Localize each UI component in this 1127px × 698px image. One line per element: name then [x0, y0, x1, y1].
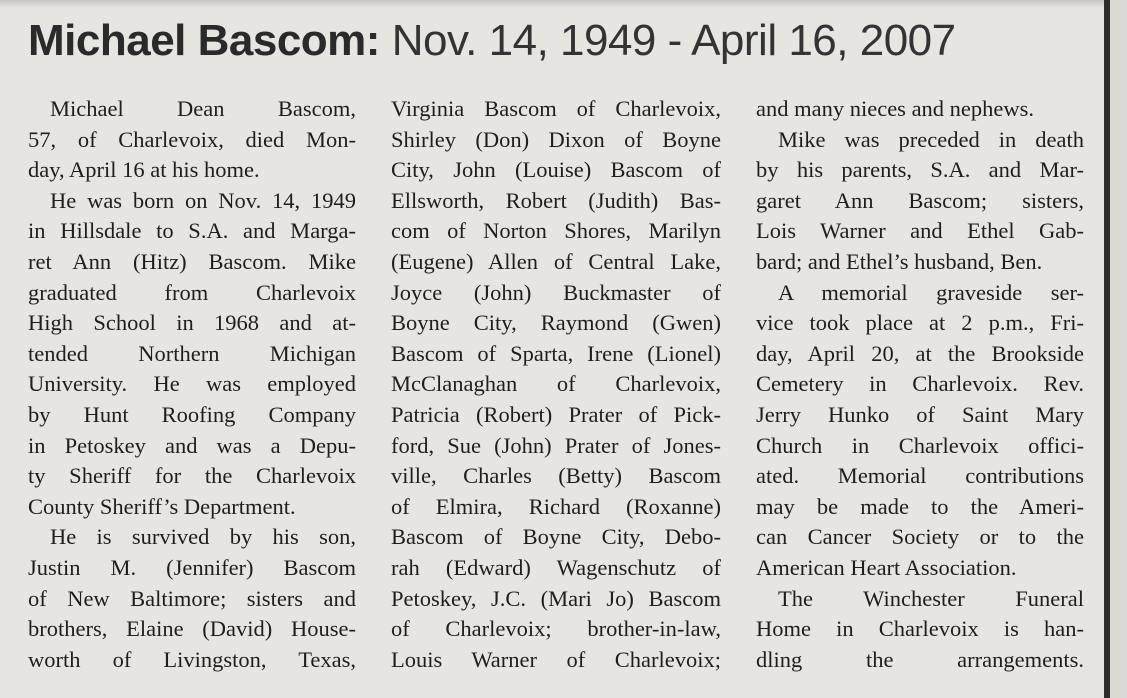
text-line: McClanaghan of Charlevoix,	[391, 371, 721, 397]
text-line: com of Norton Shores, Marilyn	[391, 218, 721, 244]
text-line: day, April 20, at the Brookside	[756, 340, 1084, 366]
page-top-edge	[0, 0, 1127, 8]
text-line: bard; and Ethel’s husband, Ben.	[756, 248, 1043, 274]
text-line: can Cancer Society or to the	[756, 524, 1084, 550]
text-line: Justin M. (Jennifer) Bascom	[28, 554, 356, 580]
text-line: ty Sheriff for the Charlevoix	[28, 463, 356, 489]
text-line: dling the arrangements.	[756, 646, 1084, 672]
text-line: may be made to the Ameri-	[756, 493, 1084, 519]
text-line: Joyce (John) Buckmaster of	[391, 279, 721, 305]
text-line: garet Ann Bascom; sisters,	[756, 187, 1084, 213]
text-line: ville, Charles (Betty) Bascom	[391, 463, 721, 489]
text-line: Bascom of Sparta, Irene (Lionel)	[391, 340, 721, 366]
text-line: rah (Edward) Wagenschutz of	[391, 554, 721, 580]
text-line: of Charlevoix; brother-in-law,	[391, 616, 721, 642]
text-line: day, April 16 at his home.	[28, 157, 260, 183]
text-line: ret Ann (Hitz) Bascom. Mike	[28, 248, 356, 274]
text-line: by his parents, S.A. and Mar-	[756, 157, 1084, 183]
text-line: of New Baltimore; sisters and	[28, 585, 356, 611]
text-line: graduated from Charlevoix	[28, 279, 356, 305]
text-line: worth of Livingston, Texas,	[28, 646, 356, 672]
text-line: He is survived by his son,	[50, 524, 356, 550]
text-line: City, John (Louise) Bascom of	[391, 157, 721, 183]
article-column-3	[756, 94, 1084, 675]
text-line: Church in Charlevoix offici-	[756, 432, 1084, 458]
text-line: Louis Warner of Charlevoix;	[391, 646, 721, 672]
headline-dates: Nov. 14, 1949 - April 16, 2007	[391, 16, 956, 65]
text-line: Shirley (Don) Dixon of Boyne	[391, 126, 721, 152]
article-column-1	[28, 94, 356, 675]
text-line: and many nieces and nephews.	[756, 96, 1035, 121]
text-line: ford, Sue (John) Prater of Jones-	[391, 432, 721, 458]
text-line: County Sheriff’s Department.	[28, 493, 296, 519]
text-line: Virginia Bascom of Charlevoix,	[391, 96, 721, 121]
text-line: 57, of Charlevoix, died Mon-	[28, 126, 356, 152]
text-line: Patricia (Robert) Prater of Pick-	[391, 401, 721, 427]
text-line: of Elmira, Richard (Roxanne)	[391, 493, 721, 519]
text-line: High School in 1968 and at-	[28, 310, 356, 336]
text-line: by Hunt Roofing Company	[28, 401, 356, 427]
text-line: Cemetery in Charlevoix. Rev.	[756, 371, 1084, 397]
text-line: brothers, Elaine (David) House-	[28, 616, 356, 642]
text-line: Bascom of Boyne City, Debo-	[391, 524, 721, 550]
page-margin	[1110, 0, 1127, 698]
text-line: Lois Warner and Ethel Gab-	[756, 218, 1084, 244]
text-line: tended Northern Michigan	[28, 340, 356, 366]
text-line: American Heart Association.	[756, 554, 1017, 580]
text-line: in Hillsdale to S.A. and Marga-	[28, 218, 356, 244]
headline-name: Michael Bascom:	[28, 16, 380, 65]
text-line: ated. Memorial contributions	[756, 463, 1084, 489]
text-line: A memorial graveside ser-	[778, 279, 1084, 305]
article-column-2	[391, 94, 721, 675]
text-line: vice took place at 2 p.m., Fri-	[756, 310, 1084, 336]
text-line: Boyne City, Raymond (Gwen)	[391, 310, 721, 336]
text-line: Mike was preceded in death	[778, 126, 1084, 152]
text-line: Petoskey, J.C. (Mari Jo) Bascom	[391, 585, 721, 611]
text-line: He was born on Nov. 14, 1949	[50, 187, 356, 213]
text-line: (Eugene) Allen of Central Lake,	[391, 248, 721, 274]
text-line: The Winchester Funeral	[778, 585, 1084, 611]
obituary-headline	[28, 14, 956, 68]
text-line: Ellsworth, Robert (Judith) Bas-	[391, 187, 721, 213]
text-line: Home in Charlevoix is han-	[756, 616, 1084, 642]
text-line: in Petoskey and was a Depu-	[28, 432, 356, 458]
text-line: Michael Dean Bascom,	[50, 96, 356, 121]
text-line: Jerry Hunko of Saint Mary	[756, 401, 1084, 427]
text-line: University. He was employed	[28, 371, 356, 397]
